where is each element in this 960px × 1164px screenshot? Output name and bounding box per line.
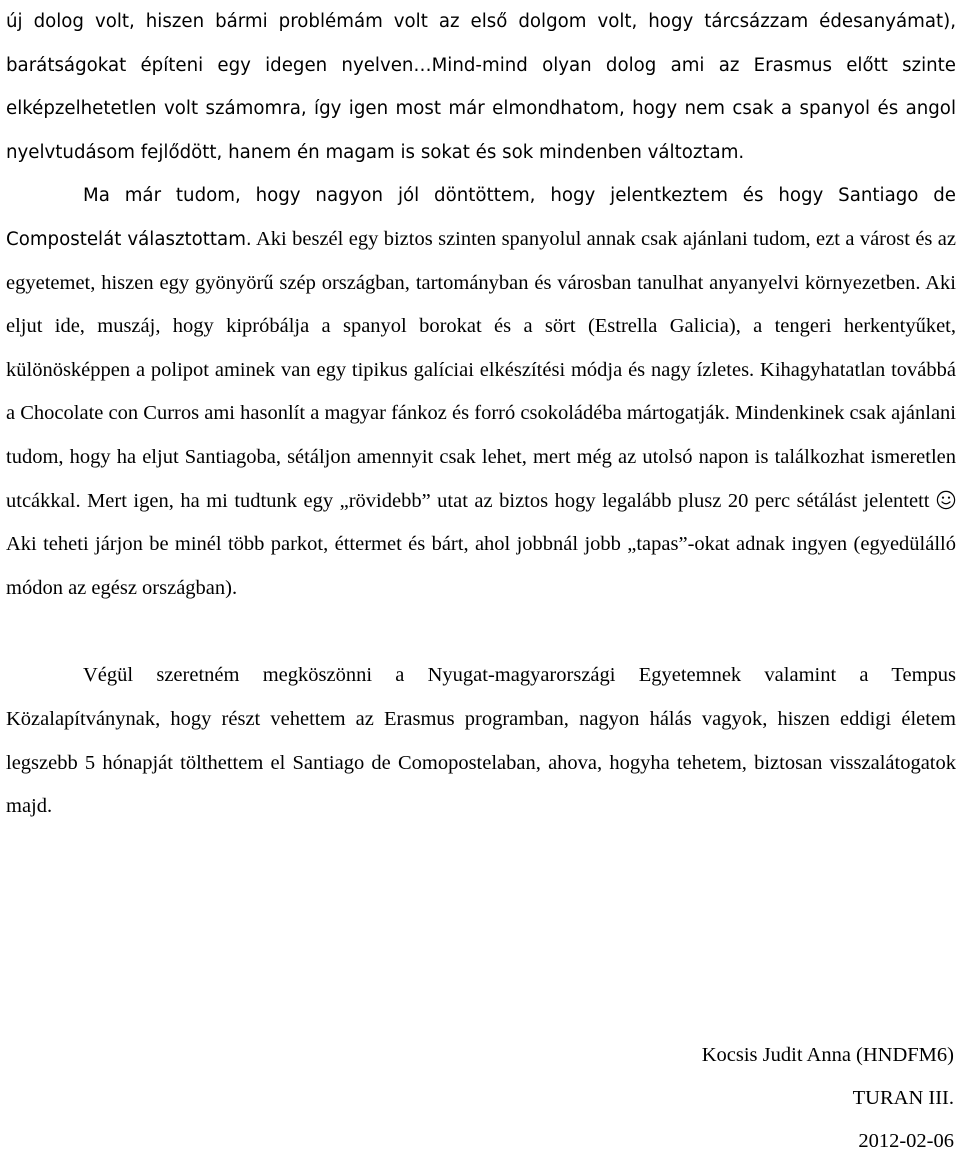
paragraph-thanks: Végül szeretném megköszönni a Nyugat-magyarországi Egyetemnek valamint a Tempus Közalapítványnak, hogy részt vehettem az Erasmus programban, nagyon hálás vagyok, hiszen eddigi életem legszebb 5 hónapját tölthettem el Santiago de Comopostelaban, ahova, hogyha tehetem, biztosan visszalátogatok majd. xyxy=(6,664,956,818)
smiley-face-icon xyxy=(936,490,956,510)
paragraph-intro: új dolog volt, hiszen bármi problémám volt az első dolgom volt, hogy tárcsázzam édesanyámat), barátságokat építeni egy idegen nyelven…Mind-mind olyan dolog ami az Erasmus előtt szinte elképzelhetetlen volt számomra, így igen most már elmondhatom, hogy nem csak a spanyol és angol nyelvtudásom fejlődött, hanem én magam is sokat és sok mindenben változtam. xyxy=(6,11,956,163)
signature-date: 2012-02-06 xyxy=(858,1130,954,1152)
paragraph-santiago-ending: Aki teheti járjon be minél több parkot, éttermet és bárt, ahol jobbnál jobb „tapas”-okat adnak ingyen (egyedülálló módon az egész országban). xyxy=(6,533,956,599)
paragraph-santiago-opening: Ma már tudom, hogy nagyon jól döntöttem, hogy jelentkeztem és hogy Santiago de Compostelát választottam. xyxy=(6,185,956,250)
paragraph-santiago-body: Aki beszél egy biztos szinten spanyolul annak csak ajánlani tudom, ezt a várost és az egyetemet, hiszen egy gyönyörű szép országban, tartományban és városban tanulhat anyanyelvi környezetben. Aki eljut ide, muszáj, hogy kipróbálja a spanyol borokat és a sört (Estrella Galicia), a tengeri herkentyűket, különösképpen a polipot aminek van egy tipikus galíciai elkészítési módja és nagy ízletes. Kihagyhatatlan továbbá a Chocolate con Curros ami hasonlít a magyar fánkoz és forró csokoládéba mártogatják. Mindenkinek csak ajánlani tudom, hogy ha eljut Santiagoba, sétáljon amennyit csak lehet, mert még az utolsó napon is találkozhat ismeretlen utcákkal. Mert igen, ha mi tudtunk egy „rövidebb” utat az biztos hogy legalább plusz 20 perc sétálást jelentett xyxy=(6,227,957,512)
document-page xyxy=(6,0,956,829)
paragraph-santiago xyxy=(6,174,956,610)
signature-department: TURAN III. xyxy=(852,1087,954,1109)
paragraph-spacer xyxy=(6,610,956,654)
signature-name: Kocsis Judit Anna (HNDFM6) xyxy=(701,1044,954,1066)
